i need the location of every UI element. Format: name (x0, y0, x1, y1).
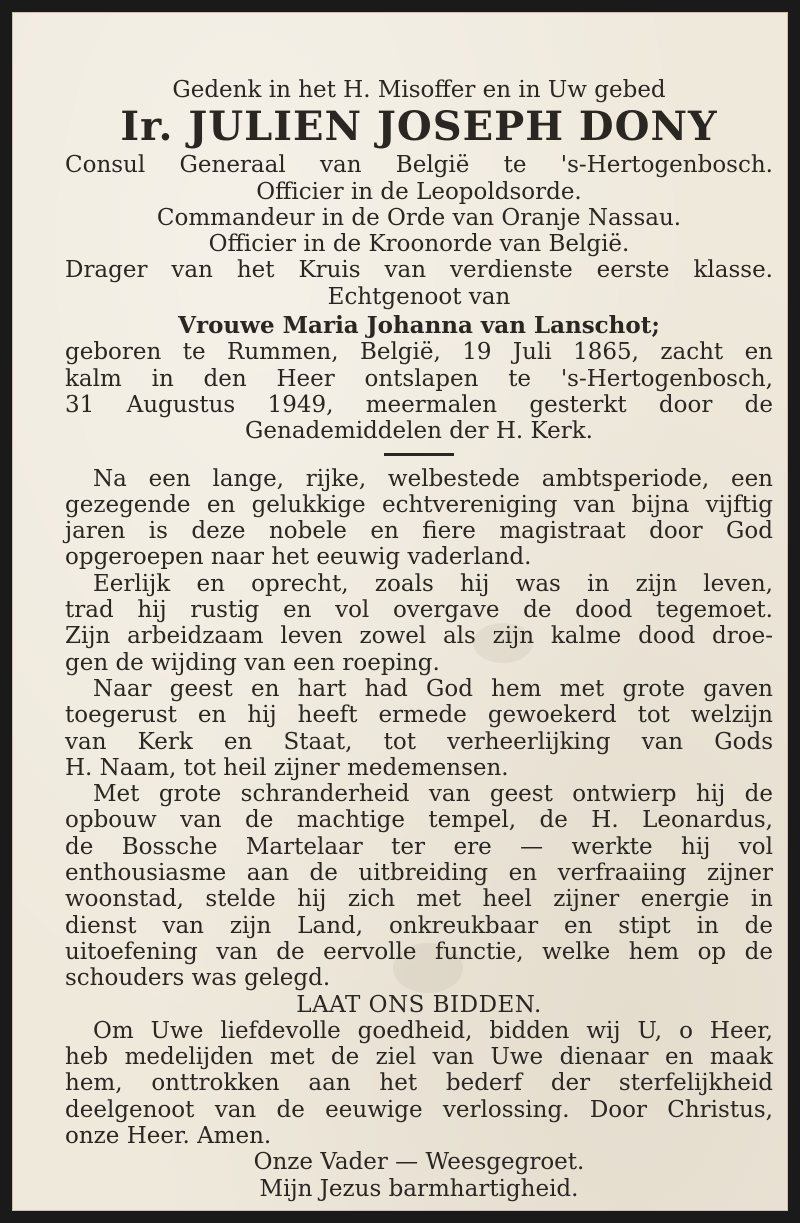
deceased-name: Ir. JULIEN JOSEPH DONY (120, 103, 718, 151)
title-line: Officier in de Kroonorde van België. (208, 231, 630, 258)
paragraph-line: gezegende en gelukkige echtvereniging van bijna vijftig (65, 491, 773, 518)
spouse-name: Vrouwe Maria Johanna van Lanschot; (178, 312, 660, 340)
life-line: geboren te Rummen, België, 19 Juli 1865, zacht en (65, 339, 773, 366)
paragraph-line: gen de wijding van een roeping. (65, 649, 440, 676)
prayer-heading: LAAT ONS BIDDEN. (296, 991, 542, 1018)
paragraph-line: opgeroepen naar het eeuwig vaderland. (65, 544, 532, 571)
title-line: Drager van het Kruis van verdienste eerste klasse. (65, 257, 773, 284)
memorial-card (12, 12, 788, 1211)
paragraph-line: H. Naam, tot heil zijner medemensen. (65, 754, 509, 781)
paragraph-1 (65, 466, 773, 571)
prayer-line: Om Uwe liefdevolle goedheid, bidden wij U, o Heer, (93, 1017, 773, 1044)
paragraph-line: jaren is deze nobele en fiere magistraat door God (65, 518, 773, 545)
paragraph-line: trad hij rustig en vol overgave de dood tegemoet. (65, 597, 773, 624)
paragraph-line: Eerlijk en oprecht, zoals hij was in zijn leven, (93, 570, 773, 597)
paragraph-line: van Kerk en Staat, tot verheerlijking van Gods (65, 728, 773, 755)
life-line: kalm in den Heer ontslapen te 's-Hertogenbosch, (65, 365, 773, 392)
intro-line: Gedenk in het H. Misoffer en in Uw gebed (172, 77, 666, 103)
paragraph-3 (65, 676, 773, 781)
paragraph-line: toegerust en hij heeft ermede gewoekerd tot welzijn (65, 702, 773, 729)
paragraph-line: woonstad, stelde hij zich met heel zijner energie in (65, 886, 773, 913)
spouse-intro: Echtgenoot van (327, 283, 511, 310)
title-line: Commandeur in de Orde van Oranje Nassau. (156, 204, 682, 231)
closing-prayer: Mijn Jezus barmhartigheid. (259, 1175, 579, 1202)
prayer-line: onze Heer. Amen. (65, 1122, 272, 1149)
paragraph-2 (65, 571, 773, 676)
paragraph-line: enthousiasme aan de uitbreiding en verfraaiing zijner (65, 860, 773, 887)
titles-block (65, 152, 773, 283)
prayer-line: hem, onttrokken aan het bederf der sterfelijkheid (65, 1070, 773, 1097)
prayer-block (65, 1018, 773, 1149)
prayer-line: deelgenoot van de eeuwige verlossing. Door Christus, (65, 1096, 773, 1123)
paragraph-line: de Bossche Martelaar ter ere — werkte hij vol (65, 833, 773, 860)
title-line: Officier in de Leopoldsorde. (256, 178, 582, 205)
life-block (65, 339, 773, 444)
paragraph-line: Naar geest en hart had God hem met grote gaven (93, 675, 773, 702)
paragraph-line: Met grote schranderheid van geest ontwierp hij de (93, 781, 773, 808)
life-line: Genademiddelen der H. Kerk. (245, 418, 593, 445)
life-line: 31 Augustus 1949, meermalen gesterkt door de (65, 391, 773, 418)
divider-rule (384, 453, 454, 456)
card-text (65, 77, 773, 1202)
paragraph-4 (65, 781, 773, 991)
paragraph-line: uitoefening van de eervolle functie, welke hem op de (65, 938, 773, 965)
closing-prayer: Onze Vader — Weesgegroet. (253, 1149, 585, 1176)
paragraph-line: Zijn arbeidzaam leven zowel als zijn kalme dood droe- (65, 623, 773, 650)
paragraph-line: opbouw van de machtige tempel, de H. Leonardus, (65, 807, 773, 834)
paragraph-line: schouders was gelegd. (65, 965, 331, 992)
title-line: Consul Generaal van België te 's-Hertogenbosch. (65, 152, 773, 179)
paragraph-line: Na een lange, rijke, welbestede ambtsperiode, een (93, 465, 773, 492)
paragraph-line: dienst van zijn Land, onkreukbaar en stipt in de (65, 912, 773, 939)
prayer-line: heb medelijden met de ziel van Uwe dienaar en maak (65, 1044, 773, 1071)
